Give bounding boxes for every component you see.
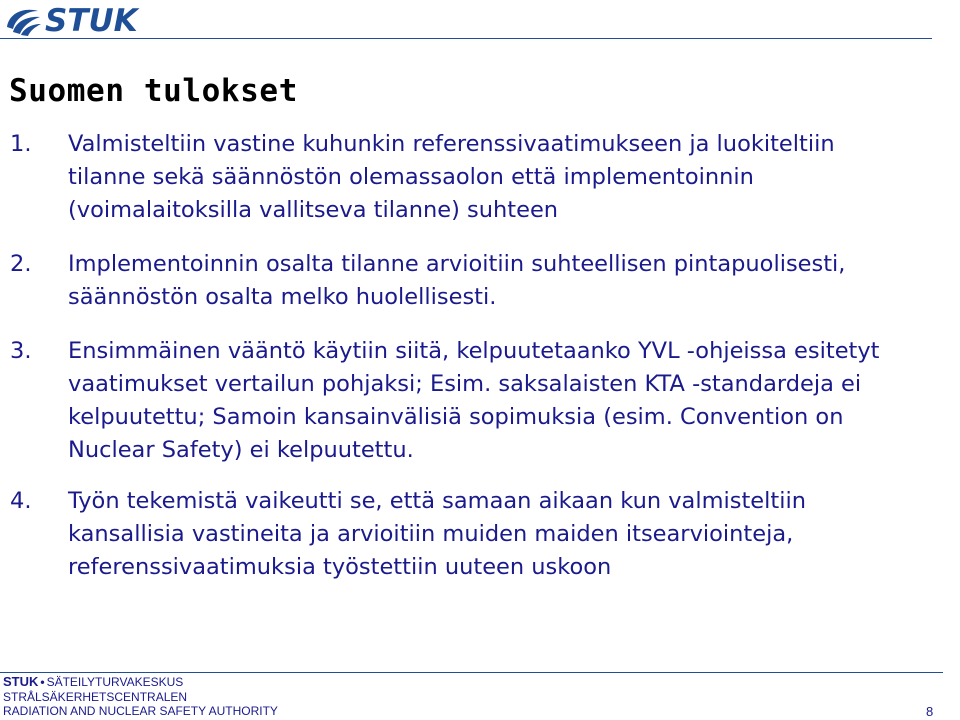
footer-org-en: RADIATION AND NUCLEAR SAFETY AUTHORITY [3,704,278,718]
item-text: Implementoinnin osalta tilanne arvioitiin suhteellisen pintapuolisesti, säännöstön osalta melko huolellisesti. [68,251,846,310]
item-text: Työn tekemistä vaikeutti se, että samaan aikaan kun valmisteltiin kansallisia vastineita ja arvioitiin muiden maiden itsearviointeja, referenssivaatimuksia työstettiin uuteen uskoon [68,488,806,580]
item-number: 2. [10,251,32,277]
logo-text: STUK [45,3,138,39]
footer-org-sv: STRÅLSÄKERHETSCENTRALEN [3,689,188,704]
footer-org-line [3,675,278,690]
footer-divider [0,672,943,673]
item-number: 1. [10,131,32,157]
page-number: 8 [926,704,934,719]
item-text: Ensimmäinen vääntö käytiin siitä, kelpuutetaanko YVL -ohjeissa esitetyt vaatimukset vertailun pohjaksi; Esim. saksalaisten KTA -standardeja ei kelpuutettu; Samoin kansainvälisiä sopimuksia (esim. Convention on Nuclear Safety) ei kelpuutettu. [68,338,880,463]
item-text: Valmisteltiin vastine kuhunkin referenssivaatimukseen ja luokiteltiin tilanne sekä säännöstön olemassaolon että implementoinnin (voimalaitoksilla vallitseva tilanne) suhteen [68,131,835,223]
footer-separator: • [40,675,45,689]
stuk-logo-icon [4,5,44,37]
header-divider [0,38,932,39]
stuk-logo [4,4,138,38]
item-number: 4. [10,488,32,514]
footer-org-short: STUK [3,674,39,689]
footer [3,675,278,719]
footer-org-fi: SÄTEILYTURVAKESKUS [46,675,184,689]
page-title: Suomen tulokset [9,73,298,109]
item-number: 3. [10,338,32,364]
